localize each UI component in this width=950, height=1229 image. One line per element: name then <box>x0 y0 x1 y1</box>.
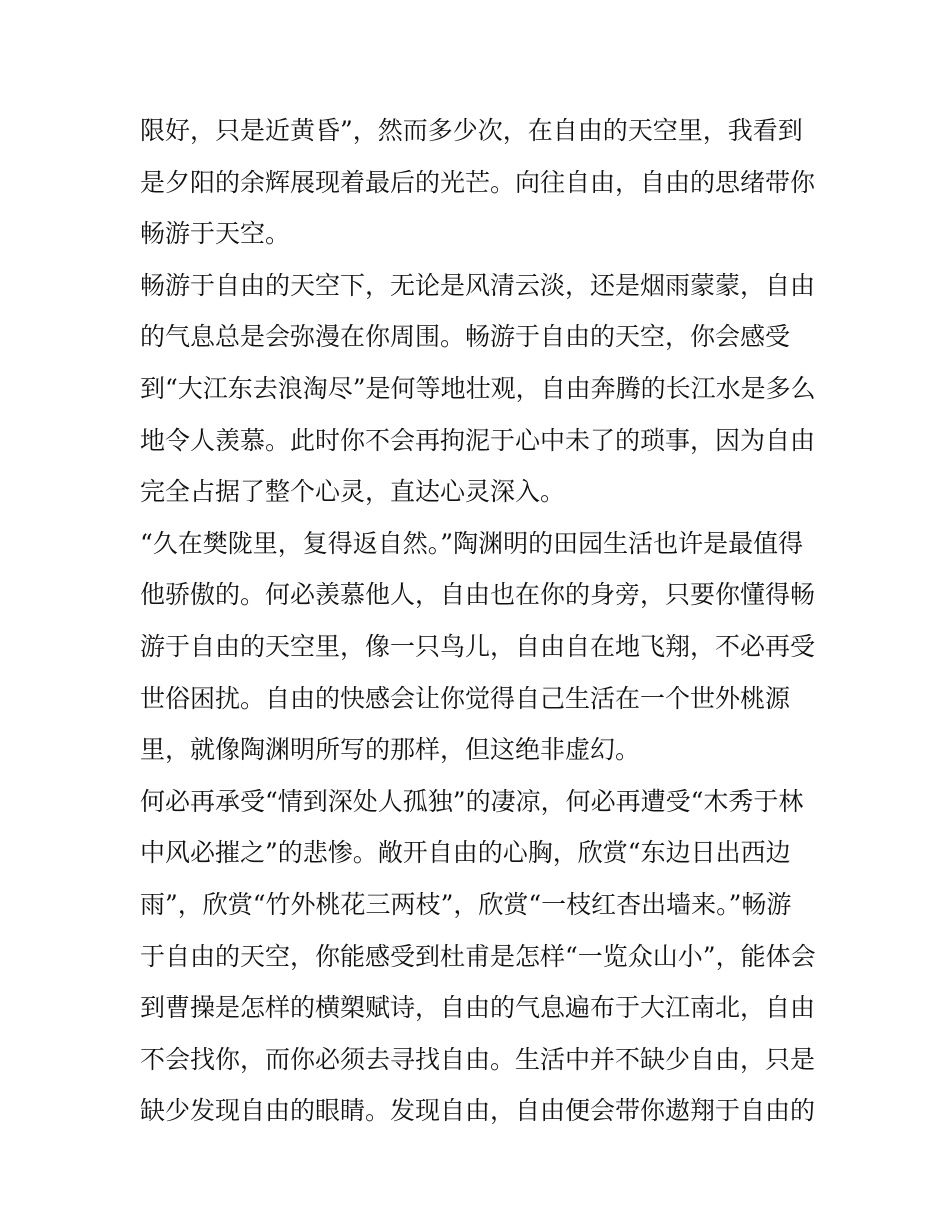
text-line: 限好，只是近黄昏”，然而多少次，在自由的天空里，我看到 <box>140 116 803 145</box>
text-line: 到“大江东去浪淘尽”是何等地壮观，自由奔腾的长江水是多么 <box>140 373 816 403</box>
text-line: 于自由的天空，你能感受到杜甫是怎样“一览众山小”，能体会 <box>140 941 816 971</box>
text-line: 游于自由的天空里，像一只鸟儿，自由自在地飞翔，不必再受 <box>140 631 816 661</box>
text-line: 的气息总是会弥漫在你周围。畅游于自由的天空，你会感受 <box>140 322 791 352</box>
text-line: 畅游于天空。 <box>140 219 291 249</box>
text-line: 是夕阳的余辉展现着最后的光芒。向往自由，自由的思绪带你 <box>140 167 816 197</box>
essay-body <box>140 105 820 1137</box>
text-line: 不会找你，而你必须去寻找自由。生活中并不缺少自由，只是 <box>140 1044 816 1074</box>
text-line: 中风必摧之”的悲惨。敞开自由的心胸，欣赏“东边日出西边 <box>140 838 791 868</box>
text-line: 他骄傲的。何必羡慕他人，自由也在你的身旁，只要你懂得畅 <box>140 580 816 610</box>
text-line: 缺少发现自由的眼睛。发现自由，自由便会带你遨翔于自由的 <box>140 1096 816 1126</box>
text-line: 到曹操是怎样的横槊赋诗，自由的气息遍布于大江南北，自由 <box>140 993 816 1023</box>
text-line: 何必再承受“情到深处人孤独”的凄凉，何必再遭受“木秀于林 <box>140 786 804 816</box>
text-line: 地令人羡慕。此时你不会再拘泥于心中未了的琐事，因为自由 <box>140 425 816 455</box>
text-line: 完全占据了整个心灵，直达心灵深入。 <box>140 477 566 507</box>
text-line: 畅游于自由的天空下，无论是风清云淡，还是烟雨蒙蒙，自由 <box>140 270 816 300</box>
text-line: 里，就像陶渊明所写的那样，但这绝非虚幻。 <box>140 735 641 765</box>
text-line: 雨”，欣赏“竹外桃花三两枝”，欣赏“一枝红杏出墙来。”畅游 <box>140 889 792 919</box>
text-line: 世俗困扰。自由的快感会让你觉得自己生活在一个世外桃源 <box>140 683 791 713</box>
text-line: “久在樊陇里，复得返自然。”陶渊明的田园生活也许是最值得 <box>140 528 804 558</box>
